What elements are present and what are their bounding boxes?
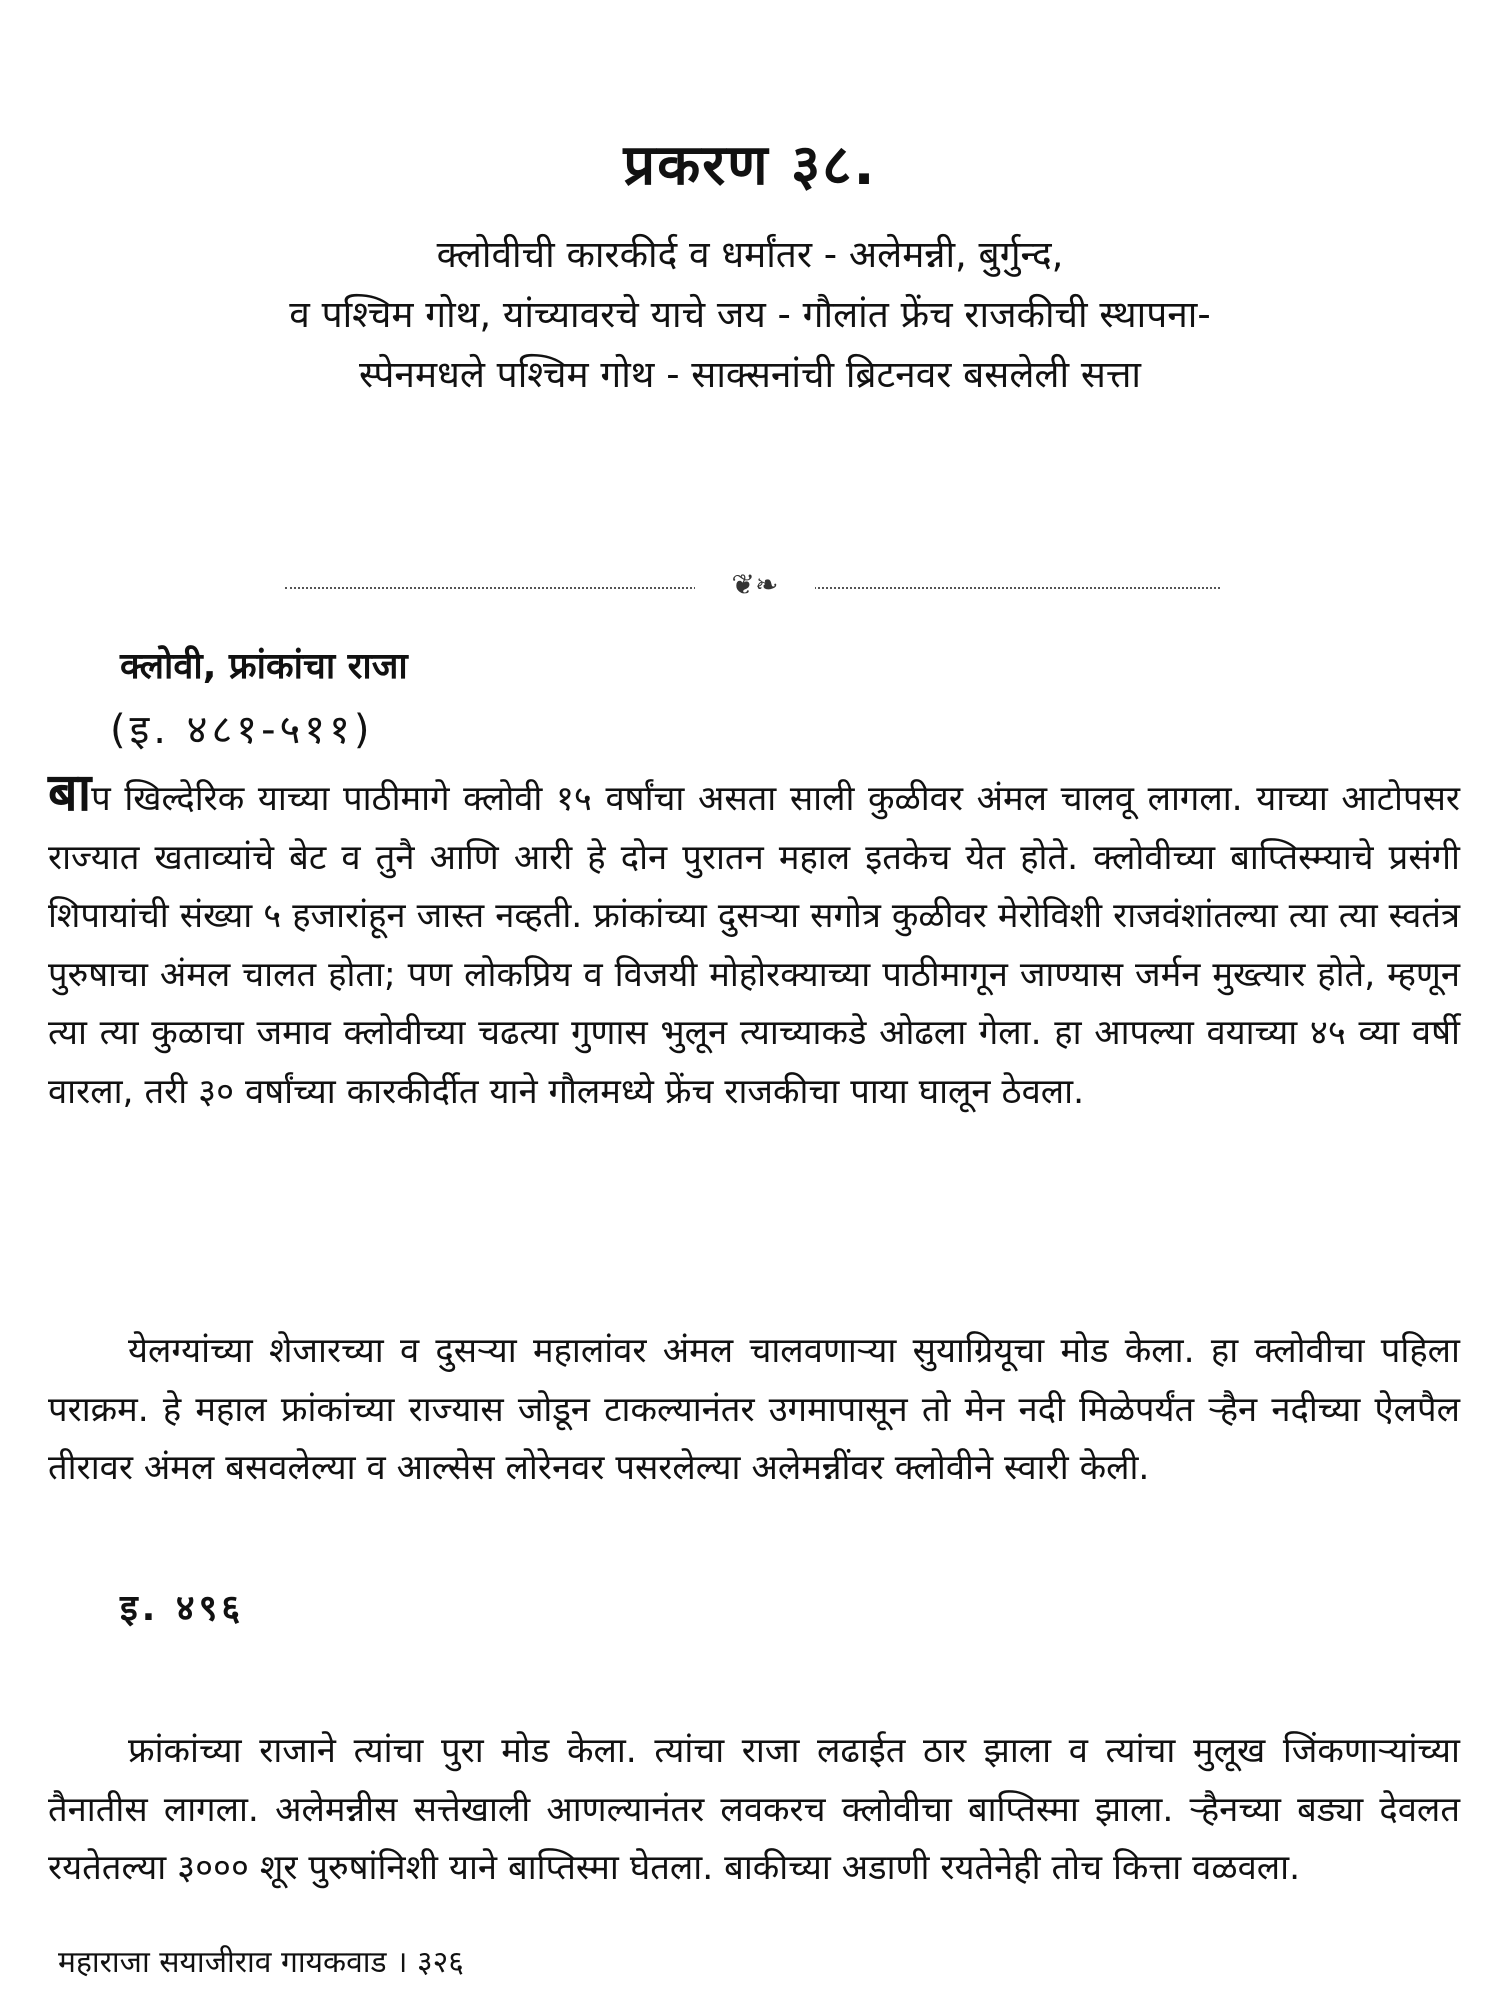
page-footer: महाराजा सयाजीराव गायकवाड । ३२६ bbox=[58, 1945, 464, 1980]
chapter-summary bbox=[40, 225, 1460, 405]
section-date-range: (इ. ४८१-५११) bbox=[110, 707, 374, 753]
paragraph-3: फ्रांकांच्या राजाने त्यांचा पुरा मोड केला. त्यांचा राजा लढाईत ठार झाला व त्यांचा मुलूख जिंकणाऱ्यांच्या तैनातीस लागला. अलेमन्नीस सत्तेखाली आणल्यानंतर लवकरच क्लोवीचा बाप्तिस्मा झाला. ऱ्हैनच्या बड्या देवलत रयतेतल्या ३००० शूर पुरुषांनिशी याने बाप्तिस्मा घेतला. बाकीच्या अडाणी रयतेनेही तोच कित्ता वळवला. bbox=[48, 1731, 1460, 1888]
paragraph-1-text: प खिल्देरिक याच्या पाठीमागे क्लोवी १५ वर्षांचा असता साली कुळीवर अंमल चालवू लागला. याच्या आटोपसर राज्यात खताव्यांचे बेट व तुनै आणि आरी हे दोन पुरातन महाल इतकेच येत होते. क्लोवीच्या बाप्तिस्म्याचे प्रसंगी शिपायांची संख्या ५ हजारांहून जास्त नव्हती. फ्रांकांच्या दुसऱ्या सगोत्र कुळीवर मेरोविशी राजवंशांतल्या त्या त्या स्वतंत्र पुरुषाचा अंमल चालत होता; पण लोकप्रिय व विजयी मोहोरक्याच्या पाठीमागून जाण्यास जर्मन मुख्त्यार होते, म्हणून त्या त्या कुळाचा जमाव क्लोवीच्या चढत्या गुणास भुलून त्याच्याकडे ओढला गेला. हा आपल्या वयाच्या ४५ व्या वर्षी वारला, तरी ३० वर्षांच्या कारकीर्दीत याने गौलमध्ये फ्रेंच राजकीचा पाया घालून ठेवला. bbox=[48, 779, 1460, 1112]
ornament-icon: ❦❧ bbox=[695, 565, 815, 605]
paragraph-1 bbox=[48, 763, 1460, 1121]
paragraph-2: येलग्यांच्या शेजारच्या व दुसऱ्या महालांवर अंमल चालवणाऱ्या सुयाग्रियूचा मोड केला. हा क्लोवीचा पहिला पराक्रम. हे महाल फ्रांकांच्या राज्यास जोडून टाकल्यानंतर उगमापासून तो मेन नदी मिळेपर्यंत ऱ्हैन नदीच्या ऐलपैल तीरावर अंमल बसवलेल्या व आल्सेस लोरेनवर पसरलेल्या अलेमन्नींवर क्लोवीने स्वारी केली. bbox=[48, 1331, 1460, 1488]
summary-line: व पश्चिम गोथ, यांच्यावरचे याचे जय - गौलांत फ्रेंच राजकीची स्थापना- bbox=[289, 293, 1211, 336]
summary-line: स्पेनमधले पश्चिम गोथ - साक्सनांची ब्रिटनवर बसलेली सत्ता bbox=[359, 353, 1141, 396]
section-divider bbox=[285, 565, 1220, 605]
section-heading: क्लोवी, फ्रांकांचा राजा bbox=[120, 646, 408, 687]
margin-date: इ. ४९६ bbox=[120, 1588, 245, 1629]
drop-cap: बा bbox=[48, 763, 92, 823]
chapter-title: प्रकरण ३८. bbox=[623, 133, 877, 198]
summary-line: क्लोवीची कारकीर्द व धर्मांतर - अलेमन्नी, बुर्गुन्द, bbox=[436, 233, 1064, 276]
